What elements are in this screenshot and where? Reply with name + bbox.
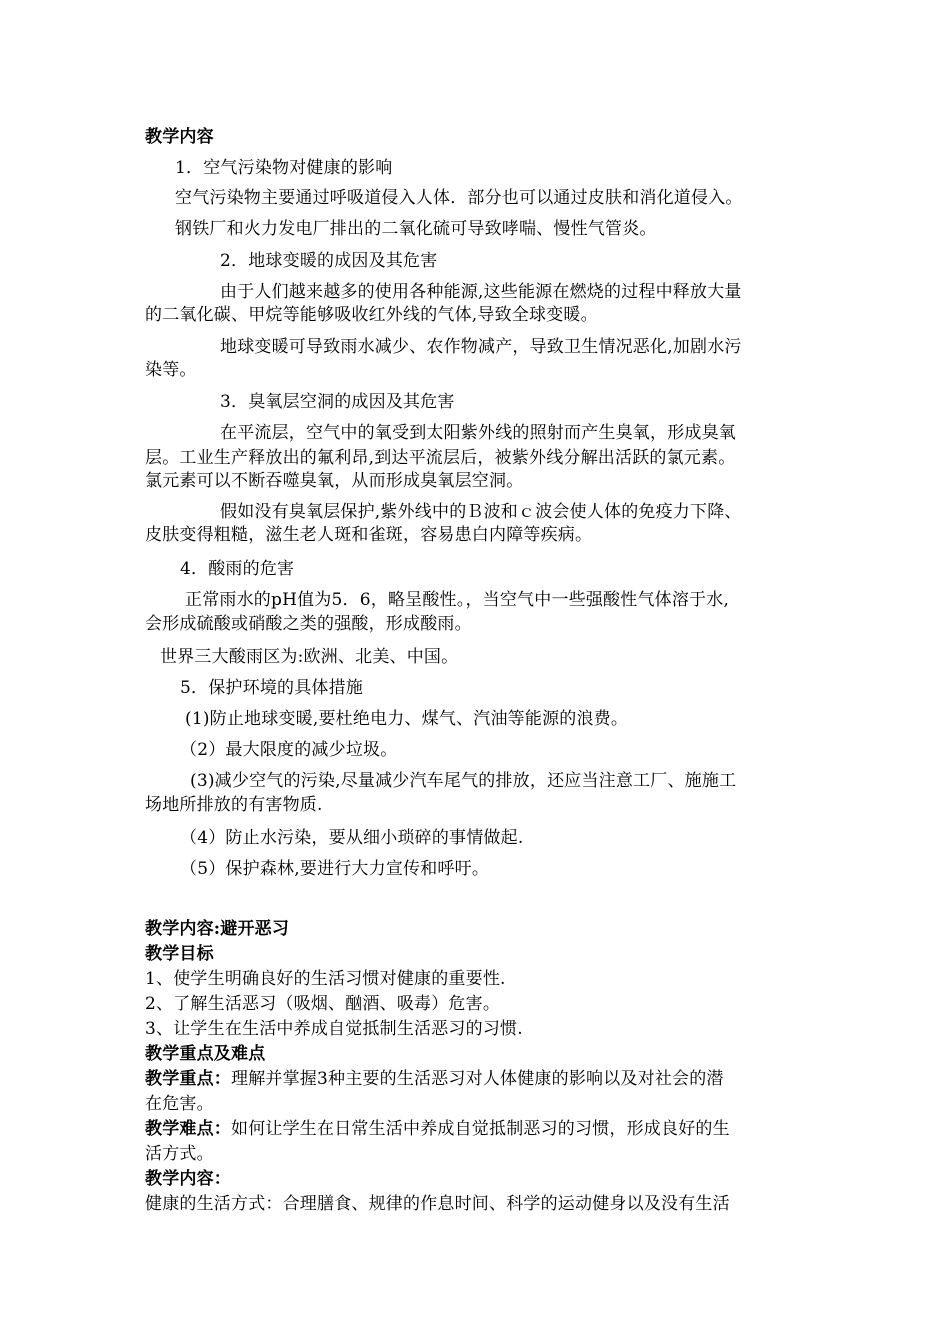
paragraph-line: 由于人们越来越多的使用各种能源,这些能源在燃烧的过程中释放大量 [220, 282, 742, 302]
paragraph-line: 钢铁厂和火力发电厂排出的二氧化硫可导致哮喘、慢性气管炎。 [175, 219, 657, 239]
content-heading: 教学内容： [145, 1169, 231, 1189]
key-point-line: 在危害。 [145, 1094, 214, 1114]
section-heading: 教学内容 [145, 127, 214, 147]
difficult-point-label: 教学难点： [145, 1119, 231, 1139]
measure-line: （2）最大限度的减少垃圾。 [180, 740, 398, 760]
paragraph-line: 假如没有臭氧层保护,紫外线中的Ｂ波和ｃ波会使人体的免疫力下降、 [220, 502, 742, 522]
difficult-point-line: 活方式。 [145, 1144, 214, 1164]
paragraph-line: 的二氧化碳、甲烷等能够吸收红外线的气体,导致全球变暖。 [145, 305, 598, 325]
item-title-ozone: 3．臭氧层空洞的成因及其危害 [220, 392, 455, 412]
paragraph-line: 染等。 [145, 360, 197, 380]
paragraph-line: 正常雨水的pH值为5．6，略呈酸性。，当空气中一些强酸性气体溶于水, [185, 590, 730, 610]
key-point-line [145, 1067, 724, 1091]
paragraph-line: 空气污染物主要通过呼吸道侵入人体．部分也可以通过皮肤和消化道侵入。 [175, 188, 743, 208]
paragraph-line: 皮肤变得粗糙，滋生老人斑和雀斑，容易患白内障等疾病。 [145, 525, 593, 545]
item-title-global-warming: 2．地球变暖的成因及其危害 [220, 251, 438, 271]
item-title-protection: 5．保护环境的具体措施 [180, 678, 364, 698]
difficult-point-line [145, 1117, 730, 1141]
measure-line: 场地所排放的有害物质. [145, 795, 323, 815]
measure-line: (3)减少空气的污染,尽量减少汽车尾气的排放，还应当注意工厂、施施工 [190, 771, 737, 791]
paragraph-line: 氯元素可以不断吞噬臭氧，从而形成臭氧层空洞。 [145, 471, 524, 491]
measure-line: (1)防止地球变暖,要杜绝电力、煤气、汽油等能源的浪费。 [185, 709, 629, 729]
paragraph-line: 世界三大酸雨区为:欧洲、北美、中国。 [160, 647, 459, 667]
section-heading: 教学内容:避开恶习 [145, 919, 290, 939]
item-title-air-pollution: 1．空气污染物对健康的影响 [175, 158, 393, 178]
objective-line: 1、使学生明确良好的生活习惯对健康的重要性. [145, 969, 506, 989]
paragraph-line: 会形成硫酸或硝酸之类的强酸，形成酸雨。 [145, 614, 472, 634]
item-title-acid-rain: 4．酸雨的危害 [180, 559, 295, 579]
paragraph-line: 层。工业生产释放出的氟利昂,到达平流层后，被紫外线分解出活跃的氯元素。 [145, 448, 736, 468]
measure-line: （5）保护森林,要进行大力宣传和呼吁。 [180, 859, 490, 879]
key-point-label: 教学重点： [145, 1069, 231, 1089]
key-point-text: 理解并掌握3种主要的生活恶习对人体健康的影响以及对社会的潜 [231, 1069, 724, 1089]
paragraph-line: 地球变暖可导致雨水减少、农作物减产，导致卫生情况恶化,加剧水污 [220, 337, 742, 357]
measure-line: （4）防止水污染，要从细小琐碎的事情做起. [180, 828, 524, 848]
objective-line: 2、了解生活恶习（吸烟、酗酒、吸毒）危害。 [145, 994, 501, 1014]
content-line: 健康的生活方式：合理膳食、规律的作息时间、科学的运动健身以及没有生活 [145, 1194, 730, 1214]
paragraph-line: 在平流层，空气中的氧受到太阳紫外线的照射而产生臭氧，形成臭氧 [220, 423, 736, 443]
difficult-point-text: 如何让学生在日常生活中养成自觉抵制恶习的习惯，形成良好的生 [231, 1119, 730, 1139]
objective-line: 3、让学生在生活中养成自觉抵制生活恶习的习惯. [145, 1019, 523, 1039]
key-points-heading: 教学重点及难点 [145, 1044, 266, 1064]
objectives-heading: 教学目标 [145, 944, 214, 964]
